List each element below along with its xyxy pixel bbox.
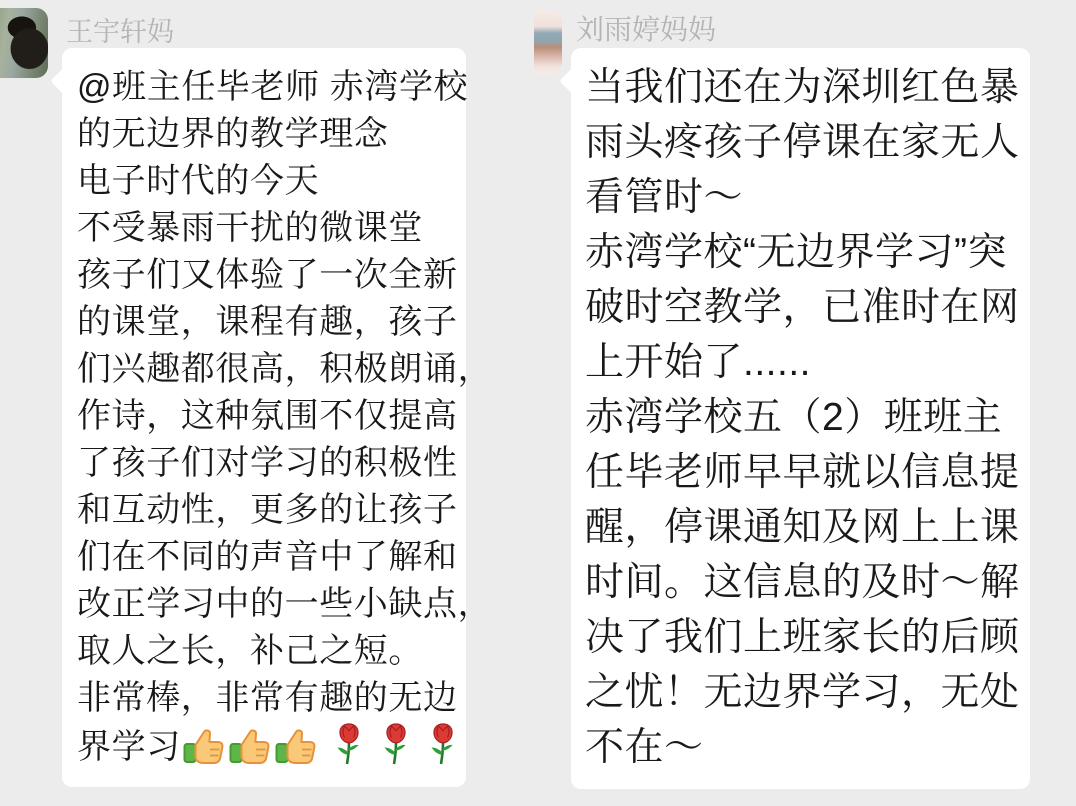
rose-emoji [379,722,413,766]
message-line: 改正学习中的一些小缺点， [77,585,493,623]
message-line: 取人之长，补己之短。 [77,632,423,670]
message-line: 赤湾学校“无边界学习”突 [585,231,1007,274]
message-line: 们兴趣都很高，积极朗诵， [77,350,493,388]
message-line: 之忧！无边界学习，无处 [585,671,1020,714]
message-line: 赤湾学校五（2）班班主 [585,396,1003,439]
message-line: 醒，停课通知及网上上课 [585,506,1020,549]
message-line: 们在不同的声音中了解和 [77,538,458,576]
message-bubble-right[interactable] [571,48,1030,789]
message-line: 界学习 [77,722,458,771]
message-line: 电子时代的今天 [77,162,320,200]
thumbs-up-emoji [275,723,319,767]
message-line: 当我们还在为深圳红色暴 [585,66,1020,109]
message-line: 孩子们又体验了一次全新 [77,256,458,294]
sender-name-right: 刘雨婷妈妈 [576,14,717,45]
message-line: 不受暴雨干扰的微课堂 [77,209,423,247]
message-line: 看管时～ [585,176,744,219]
message-line: 上开始了...... [585,341,812,384]
message-line: 了孩子们对学习的积极性 [77,444,458,482]
rose-emoji [426,722,460,766]
chat-screenshot-right [538,0,1076,806]
message-line: 任毕老师早早就以信息提 [585,451,1020,494]
message-bubble-left[interactable] [62,48,493,787]
message-line: 破时空教学，已准时在网 [585,286,1020,329]
message-line: 不在～ [585,726,704,769]
thumbs-up-emoji [229,723,273,767]
thumbs-up-emoji [183,723,227,767]
message-line: @班主任毕老师 赤湾学校 [77,68,469,106]
message-line: 作诗，这种氛围不仅提高 [77,397,458,435]
message-line: 时间。这信息的及时～解 [585,561,1020,604]
message-line: 的无边界的教学理念 [77,115,389,153]
avatar-left[interactable] [0,8,48,78]
message-line: 和互动性，更多的让孩子 [77,491,458,529]
message-text-left [77,64,493,771]
bubble-tail [559,68,584,93]
message-line: 非常棒，非常有趣的无边 [77,679,458,717]
message-line: 决了我们上班家长的后顾 [585,616,1020,659]
bubble-tail [50,68,75,93]
message-line: 雨头疼孩子停课在家无人 [585,121,1020,164]
avatar-right[interactable] [534,10,562,74]
rose-emoji [332,722,366,766]
message-text-right [585,60,1020,775]
message-line: 的课堂，课程有趣，孩子 [77,303,458,341]
sender-name-left: 王宇轩妈 [66,17,174,47]
